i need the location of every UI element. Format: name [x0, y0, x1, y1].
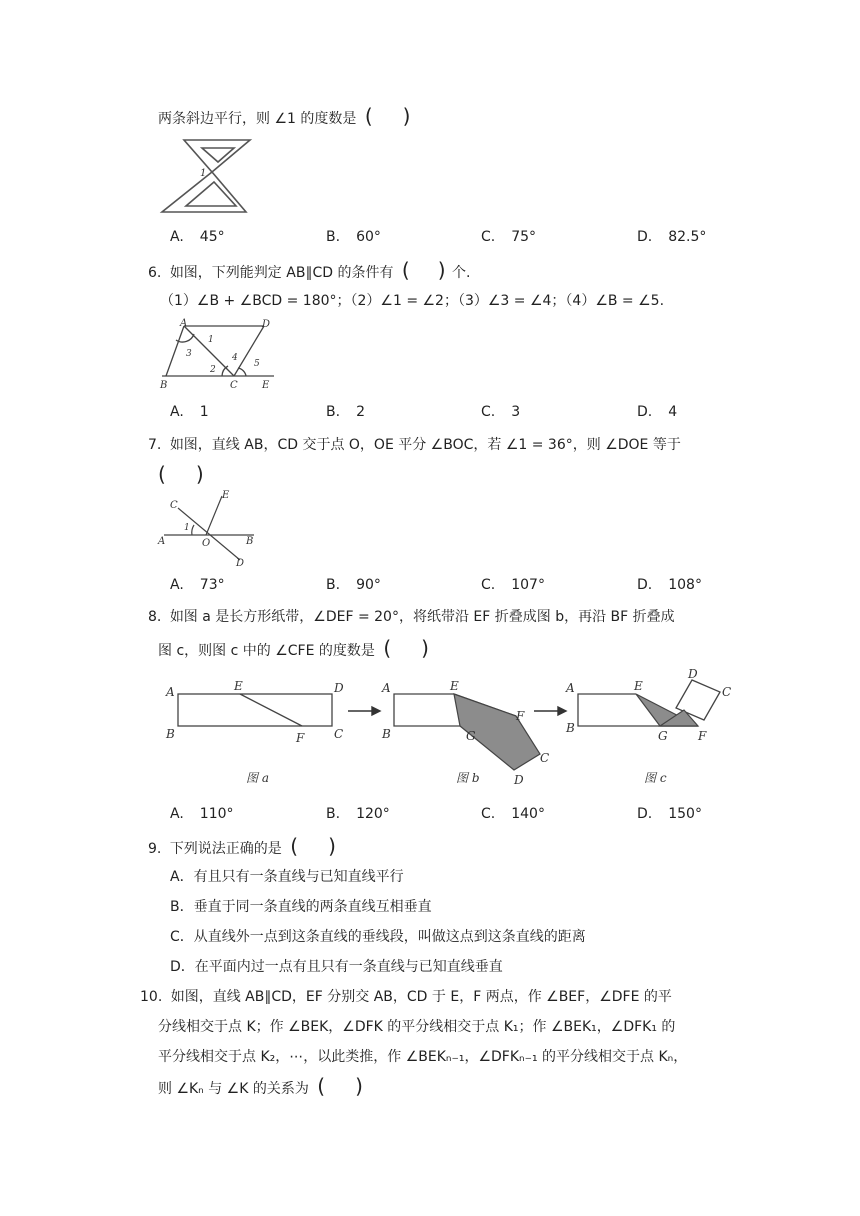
q10-line-1: 10. 如图，直线 AB∥CD，EF 分别交 AB，CD 于 E，F 两点，作 ∠BEF，∠DFE 的平	[140, 989, 672, 1005]
q8b-label-c: C	[540, 751, 550, 765]
q8-option-b[interactable]: B. 120°	[326, 806, 390, 822]
q8a-label-e: E	[234, 679, 243, 693]
q8-figure	[160, 664, 760, 794]
q10-line-3: 平分线相交于点 K₂，⋯，以此类推，作 ∠BEKₙ₋₁，∠DFKₙ₋₁ 的平分线相交于点 Kₙ，	[158, 1049, 688, 1065]
q8c-label-c: C	[722, 685, 732, 699]
q6-label-a: A	[180, 318, 188, 329]
q9-stem: 9. 下列说法正确的是 ( )	[148, 834, 336, 858]
q6-label-5: 5	[254, 359, 260, 369]
q8b-label-f: F	[516, 709, 525, 723]
q8-caption-a: 图 a	[246, 771, 269, 785]
q8c-label-e: E	[634, 679, 643, 693]
q7-option-b[interactable]: B. 90°	[326, 577, 381, 593]
q8c-label-g: G	[658, 729, 668, 743]
q6-label-d: D	[262, 319, 271, 330]
q8a-label-b: B	[166, 727, 175, 741]
q8-number: 8.	[148, 609, 162, 625]
q7-label-1: 1	[184, 523, 190, 533]
q8b-label-e: E	[450, 679, 459, 693]
q5-option-d[interactable]: D. 82.5°	[637, 229, 707, 245]
q8b-label-g: G	[466, 729, 476, 743]
q6-conditions: （1）∠B + ∠BCD = 180°；（2）∠1 = ∠2；（3）∠3 = ∠4；（4）∠B = ∠5.	[160, 293, 665, 309]
q7-option-a[interactable]: A. 73°	[170, 577, 225, 593]
q6-option-c[interactable]: C. 3	[481, 404, 521, 420]
q7-label-b: B	[246, 536, 254, 547]
q6-label-3: 3	[186, 349, 192, 359]
q10-line-2: 分线相交于点 K；作 ∠BEK，∠DFK 的平分线相交于点 K₁；作 ∠BEK₁，∠DFK₁ 的	[158, 1019, 676, 1035]
q5-option-b[interactable]: B. 60°	[326, 229, 381, 245]
q10-line-4: 则 ∠Kₙ 与 ∠K 的关系为 ( )	[158, 1074, 363, 1098]
q5-option-a[interactable]: A. 45°	[170, 229, 225, 245]
q8-option-a[interactable]: A. 110°	[170, 806, 234, 822]
q5-figure	[158, 136, 258, 216]
q6-label-4: 4	[232, 353, 238, 363]
q7-option-c[interactable]: C. 107°	[481, 577, 545, 593]
q8-option-d[interactable]: D. 150°	[637, 806, 702, 822]
q7-stem: 7. 如图，直线 AB，CD 交于点 O，OE 平分 ∠BOC，若 ∠1 = 36°，则 ∠DOE 等于	[148, 437, 681, 453]
q8-option-c[interactable]: C. 140°	[481, 806, 545, 822]
arrow-1-icon	[348, 707, 380, 715]
q9-choice-b[interactable]: B．垂直于同一条直线的两条直线互相垂直	[170, 899, 432, 915]
q8b-label-b: B	[382, 727, 391, 741]
q7-label-d: D	[236, 558, 245, 568]
q7-figure	[156, 488, 266, 568]
q9-choice-a[interactable]: A．有且只有一条直线与已知直线平行	[170, 869, 404, 885]
q6-number: 6.	[148, 265, 162, 281]
q7-option-d[interactable]: D. 108°	[637, 577, 702, 593]
q6-option-b[interactable]: B. 2	[326, 404, 365, 420]
q8c-label-b: B	[566, 721, 575, 735]
q6-option-a[interactable]: A. 1	[170, 404, 209, 420]
q8b-label-d: D	[514, 773, 524, 787]
q8b-label-a: A	[382, 681, 391, 695]
q7-label-a: A	[158, 536, 166, 547]
q7-label-o: O	[202, 538, 211, 549]
q8c-label-a: A	[566, 681, 575, 695]
q6-stem: 6. 如图，下列能判定 AB∥CD 的条件有 ( ) 个.	[148, 258, 471, 282]
q8a-label-c: C	[334, 727, 344, 741]
q8-stem: 8. 如图 a 是长方形纸带，∠DEF = 20°，将纸带沿 EF 折叠成图 b，再沿 BF 折叠成	[148, 609, 675, 625]
q9-choice-c[interactable]: C．从直线外一点到这条直线的垂线段，叫做这点到这条直线的距离	[170, 929, 586, 945]
q10-number: 10.	[140, 989, 163, 1005]
q6-label-2: 2	[210, 365, 216, 375]
q8c-label-f: F	[698, 729, 707, 743]
q8a-label-f: F	[296, 731, 305, 745]
q6-label-b: B	[160, 380, 168, 390]
q7-label-c: C	[170, 500, 178, 511]
q6-option-d[interactable]: D. 4	[637, 404, 678, 420]
q6-figure	[158, 318, 278, 390]
q8a-label-a: A	[166, 685, 175, 699]
q8a-label-d: D	[334, 681, 344, 695]
q7-number: 7.	[148, 437, 162, 453]
q6-label-c: C	[230, 380, 238, 390]
q8-caption-b: 图 b	[456, 771, 480, 785]
q8c-label-d: D	[688, 667, 698, 681]
q5-stem-tail: 两条斜边平行，则 ∠1 的度数是 ( )	[158, 104, 411, 128]
q9-number: 9.	[148, 841, 162, 857]
q7-paren: ( )	[158, 462, 204, 486]
q8-caption-c: 图 c	[644, 771, 667, 785]
q8-stem-line2: 图 c，则图 c 中的 ∠CFE 的度数是 ( )	[158, 636, 429, 660]
q5-option-c[interactable]: C. 75°	[481, 229, 537, 245]
arrow-2-icon	[534, 707, 566, 715]
q6-label-e: E	[262, 380, 270, 390]
q5-angle-label: 1	[200, 168, 207, 179]
q7-label-e: E	[222, 490, 230, 501]
q6-label-1: 1	[208, 335, 214, 345]
q9-choice-d[interactable]: D．在平面内过一点有且只有一条直线与已知直线垂直	[170, 959, 503, 975]
